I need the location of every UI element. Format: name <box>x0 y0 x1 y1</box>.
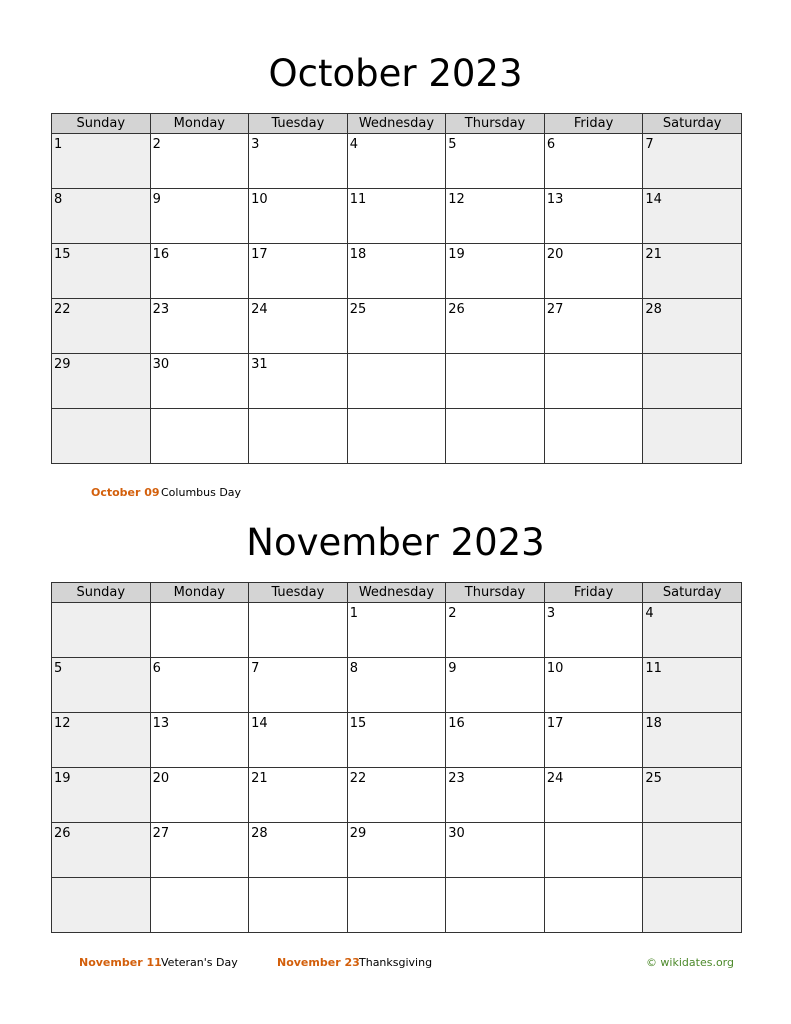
day-cell: 6 <box>150 658 249 713</box>
holiday-name: Columbus Day <box>161 486 242 499</box>
holiday-date: November 11 <box>79 956 162 969</box>
day-cell: 11 <box>347 189 446 244</box>
day-cell: 10 <box>544 658 643 713</box>
weekday-header: Wednesday <box>347 114 446 134</box>
week-row <box>52 134 742 189</box>
day-cell <box>347 354 446 409</box>
weekday-header: Wednesday <box>347 583 446 603</box>
week-row <box>52 878 742 933</box>
day-cell <box>249 603 348 658</box>
day-cell <box>643 823 742 878</box>
month-title-october: October 2023 <box>268 52 523 95</box>
day-cell: 30 <box>446 823 545 878</box>
day-cell: 22 <box>347 768 446 823</box>
day-cell: 23 <box>150 299 249 354</box>
week-row <box>52 823 742 878</box>
day-cell: 5 <box>446 134 545 189</box>
day-cell: 31 <box>249 354 348 409</box>
weekday-header: Saturday <box>643 114 742 134</box>
day-cell <box>544 878 643 933</box>
day-cell: 18 <box>643 713 742 768</box>
day-cell: 15 <box>347 713 446 768</box>
holiday-date: November 23 <box>277 956 360 969</box>
day-cell <box>544 409 643 464</box>
weekday-header-row <box>52 114 742 134</box>
day-cell: 2 <box>150 134 249 189</box>
week-row <box>52 244 742 299</box>
weekday-header: Tuesday <box>249 114 348 134</box>
day-cell: 12 <box>52 713 151 768</box>
holiday-name: Thanksgiving <box>359 956 433 969</box>
day-cell <box>249 878 348 933</box>
day-cell <box>446 878 545 933</box>
day-cell <box>52 603 151 658</box>
day-cell: 21 <box>249 768 348 823</box>
weekday-header: Friday <box>544 114 643 134</box>
weekday-header: Thursday <box>446 114 545 134</box>
day-cell: 28 <box>249 823 348 878</box>
calendar-grid-october <box>51 113 742 464</box>
day-cell: 13 <box>544 189 643 244</box>
day-cell: 16 <box>446 713 545 768</box>
day-cell: 2 <box>446 603 545 658</box>
holiday-name: Veteran's Day <box>161 956 238 969</box>
day-cell: 18 <box>347 244 446 299</box>
day-cell <box>347 409 446 464</box>
week-row <box>52 354 742 409</box>
weekday-header: Sunday <box>52 583 151 603</box>
month-title-november: November 2023 <box>246 521 545 564</box>
weekday-header: Monday <box>150 583 249 603</box>
day-cell: 26 <box>446 299 545 354</box>
weekday-header: Tuesday <box>249 583 348 603</box>
day-cell: 9 <box>446 658 545 713</box>
day-cell: 1 <box>347 603 446 658</box>
day-cell: 20 <box>544 244 643 299</box>
day-cell: 8 <box>347 658 446 713</box>
day-cell <box>150 409 249 464</box>
day-cell: 17 <box>544 713 643 768</box>
day-cell: 20 <box>150 768 249 823</box>
day-cell: 7 <box>249 658 348 713</box>
day-cell: 14 <box>249 713 348 768</box>
day-cell: 11 <box>643 658 742 713</box>
day-cell <box>52 878 151 933</box>
day-cell: 10 <box>249 189 348 244</box>
day-cell: 28 <box>643 299 742 354</box>
week-row <box>52 768 742 823</box>
day-cell: 25 <box>643 768 742 823</box>
day-cell: 7 <box>643 134 742 189</box>
week-row <box>52 189 742 244</box>
weekday-header-row <box>52 583 742 603</box>
day-cell: 4 <box>643 603 742 658</box>
week-row <box>52 299 742 354</box>
day-cell <box>150 878 249 933</box>
day-cell: 30 <box>150 354 249 409</box>
day-cell <box>544 823 643 878</box>
day-cell <box>446 354 545 409</box>
holiday-list-october <box>91 486 241 500</box>
day-cell: 14 <box>643 189 742 244</box>
day-cell: 5 <box>52 658 151 713</box>
week-row <box>52 603 742 658</box>
day-cell <box>249 409 348 464</box>
weekday-header: Thursday <box>446 583 545 603</box>
day-cell: 25 <box>347 299 446 354</box>
day-cell: 9 <box>150 189 249 244</box>
day-cell: 19 <box>52 768 151 823</box>
day-cell: 16 <box>150 244 249 299</box>
day-cell: 3 <box>544 603 643 658</box>
holiday-list-november <box>79 956 432 970</box>
day-cell <box>52 409 151 464</box>
day-cell: 8 <box>52 189 151 244</box>
day-cell: 4 <box>347 134 446 189</box>
day-cell: 1 <box>52 134 151 189</box>
weekday-header: Saturday <box>643 583 742 603</box>
day-cell <box>643 409 742 464</box>
week-row <box>52 658 742 713</box>
calendar-grid-november <box>51 582 742 933</box>
day-cell: 19 <box>446 244 545 299</box>
week-row <box>52 409 742 464</box>
day-cell <box>446 409 545 464</box>
footer-credit: © wikidates.org <box>645 956 734 969</box>
day-cell: 29 <box>347 823 446 878</box>
weekday-header: Sunday <box>52 114 151 134</box>
day-cell: 3 <box>249 134 348 189</box>
day-cell <box>643 878 742 933</box>
day-cell: 17 <box>249 244 348 299</box>
day-cell: 26 <box>52 823 151 878</box>
day-cell: 24 <box>544 768 643 823</box>
day-cell: 24 <box>249 299 348 354</box>
day-cell <box>150 603 249 658</box>
day-cell: 15 <box>52 244 151 299</box>
day-cell <box>643 354 742 409</box>
week-row <box>52 713 742 768</box>
day-cell <box>347 878 446 933</box>
day-cell: 27 <box>150 823 249 878</box>
weekday-header: Monday <box>150 114 249 134</box>
day-cell <box>544 354 643 409</box>
day-cell: 22 <box>52 299 151 354</box>
holiday-date: October 09 <box>91 486 160 499</box>
day-cell: 27 <box>544 299 643 354</box>
day-cell: 23 <box>446 768 545 823</box>
weekday-header: Friday <box>544 583 643 603</box>
day-cell: 6 <box>544 134 643 189</box>
day-cell: 29 <box>52 354 151 409</box>
day-cell: 21 <box>643 244 742 299</box>
day-cell: 12 <box>446 189 545 244</box>
day-cell: 13 <box>150 713 249 768</box>
